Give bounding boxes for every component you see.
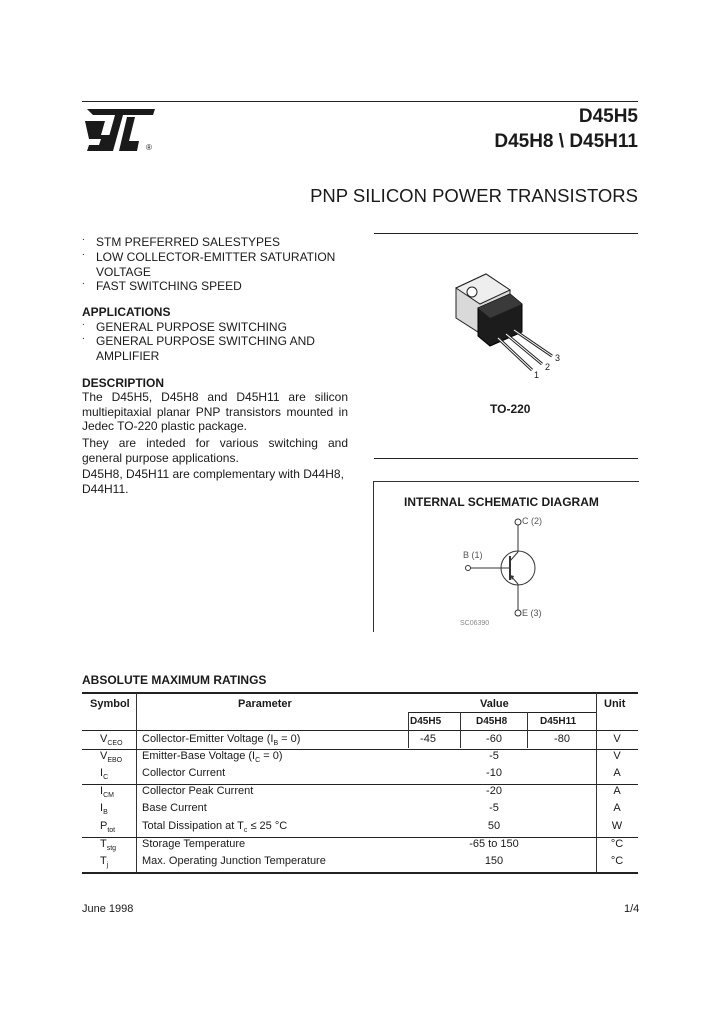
registered-mark: ® bbox=[146, 143, 152, 152]
page-subtitle: PNP SILICON POWER TRANSISTORS bbox=[310, 185, 638, 206]
ratings-row bbox=[0, 855, 720, 872]
parameter-cell: Storage Temperature bbox=[142, 838, 246, 850]
parameter-cell: Max. Operating Junction Temperature bbox=[142, 855, 326, 867]
unit-cell: A bbox=[613, 767, 621, 779]
footer-date: June 1998 bbox=[82, 903, 134, 915]
symbol-cell: $T_j$ bbox=[100, 855, 109, 870]
parameter-cell: Total Dissipation at $T_c \le 25$ °C bbox=[142, 820, 288, 835]
footer-page: 1/4 bbox=[624, 903, 640, 915]
symbol-cell: $V_{CEO}$ bbox=[100, 733, 123, 748]
feature-item: . FAST SWITCHING SPEED bbox=[82, 276, 242, 293]
ratings-row bbox=[0, 767, 720, 784]
ratings-row bbox=[0, 733, 720, 750]
transistor-symbol bbox=[460, 514, 560, 622]
col-header-parameter: Parameter bbox=[238, 698, 292, 710]
unit-cell: V bbox=[613, 733, 621, 745]
value-cell: 50 bbox=[487, 820, 501, 832]
part-number-line2: D45H8 \ D45H11 bbox=[494, 131, 638, 152]
unit-cell: W bbox=[611, 820, 623, 832]
package-label: TO-220 bbox=[490, 402, 531, 416]
value-cell: -5 bbox=[489, 802, 499, 814]
ratings-row bbox=[0, 750, 720, 767]
part-number-line1: D45H5 bbox=[578, 106, 638, 127]
value-cell: -45 bbox=[420, 733, 436, 745]
feature-item: . LOW COLLECTOR-EMITTER SATURATION VOLTAGE bbox=[82, 247, 336, 279]
variant-header: D45H5 bbox=[410, 716, 442, 727]
description-paragraph: The D45H5, D45H8 and D45H11 are silicon multiepitaxial planar PNP transistors mounted in Jedec TO-220 plastic package. bbox=[82, 390, 348, 433]
value-cell: -60 bbox=[486, 733, 502, 745]
unit-cell: A bbox=[613, 785, 621, 797]
symbol-cell: $I_{CM}$ bbox=[100, 785, 114, 800]
unit-cell: °C bbox=[610, 855, 624, 867]
to220-package-image bbox=[448, 270, 578, 382]
collector-label: C (2) bbox=[522, 516, 542, 526]
pin-label: 2 bbox=[545, 362, 551, 372]
value-cell: -20 bbox=[486, 785, 502, 797]
symbol-cell: $I_B$ bbox=[100, 802, 108, 817]
description-paragraph: They are inteded for various switching and general purpose applications. bbox=[82, 436, 348, 465]
col-header-value: Value bbox=[480, 698, 509, 710]
symbol-cell: $P_{tot}$ bbox=[100, 820, 116, 835]
pin-label: 3 bbox=[555, 353, 561, 363]
symbol-cell: $V_{EBO}$ bbox=[100, 750, 123, 765]
value-cell: -5 bbox=[489, 750, 499, 762]
unit-cell: A bbox=[613, 802, 621, 814]
ratings-row bbox=[0, 785, 720, 802]
variant-header: D45H8 bbox=[476, 716, 508, 727]
ratings-row bbox=[0, 802, 720, 819]
parameter-cell: Collector Peak Current bbox=[142, 785, 254, 797]
pin-label: 1 bbox=[534, 370, 540, 380]
application-item: . GENERAL PURPOSE SWITCHING AND AMPLIFIER bbox=[82, 331, 315, 363]
symbol-cell: $I_C$ bbox=[100, 767, 109, 782]
ratings-title: ABSOLUTE MAXIMUM RATINGS bbox=[82, 673, 267, 687]
description-paragraph: D45H8, D45H11 are complementary with D44H8, D44H11. bbox=[82, 467, 344, 496]
unit-cell: V bbox=[613, 750, 621, 762]
schematic-code: SC06390 bbox=[460, 620, 490, 627]
value-cell: 150 bbox=[484, 855, 504, 867]
emitter-label: E (3) bbox=[522, 608, 542, 618]
schematic-title: INTERNAL SCHEMATIC DIAGRAM bbox=[404, 495, 599, 509]
col-header-symbol: Symbol bbox=[90, 698, 130, 710]
parameter-cell: Base Current bbox=[142, 802, 207, 814]
parameter-cell: Emitter-Base Voltage $(I_C = 0)$ bbox=[142, 750, 283, 765]
parameter-cell: Collector Current bbox=[142, 767, 226, 779]
value-cell: -65 to 150 bbox=[469, 838, 519, 850]
feature-item: . STM PREFERRED SALESTYPES bbox=[82, 232, 281, 249]
col-header-unit: Unit bbox=[604, 698, 626, 710]
ratings-row bbox=[0, 820, 720, 837]
value-cell: -80 bbox=[554, 733, 570, 745]
application-item: . GENERAL PURPOSE SWITCHING bbox=[82, 317, 287, 334]
applications-heading: APPLICATIONS bbox=[82, 305, 171, 319]
parameter-cell: Collector-Emitter Voltage $(I_B = 0)$ bbox=[142, 733, 301, 748]
base-label: B (1) bbox=[463, 550, 483, 560]
unit-cell: °C bbox=[610, 838, 624, 850]
ratings-row bbox=[0, 838, 720, 855]
variant-header: D45H11 bbox=[540, 716, 577, 727]
value-cell: -10 bbox=[486, 767, 502, 779]
description-heading: DESCRIPTION bbox=[82, 376, 165, 390]
symbol-cell: $T_{stg}$ bbox=[100, 838, 117, 853]
